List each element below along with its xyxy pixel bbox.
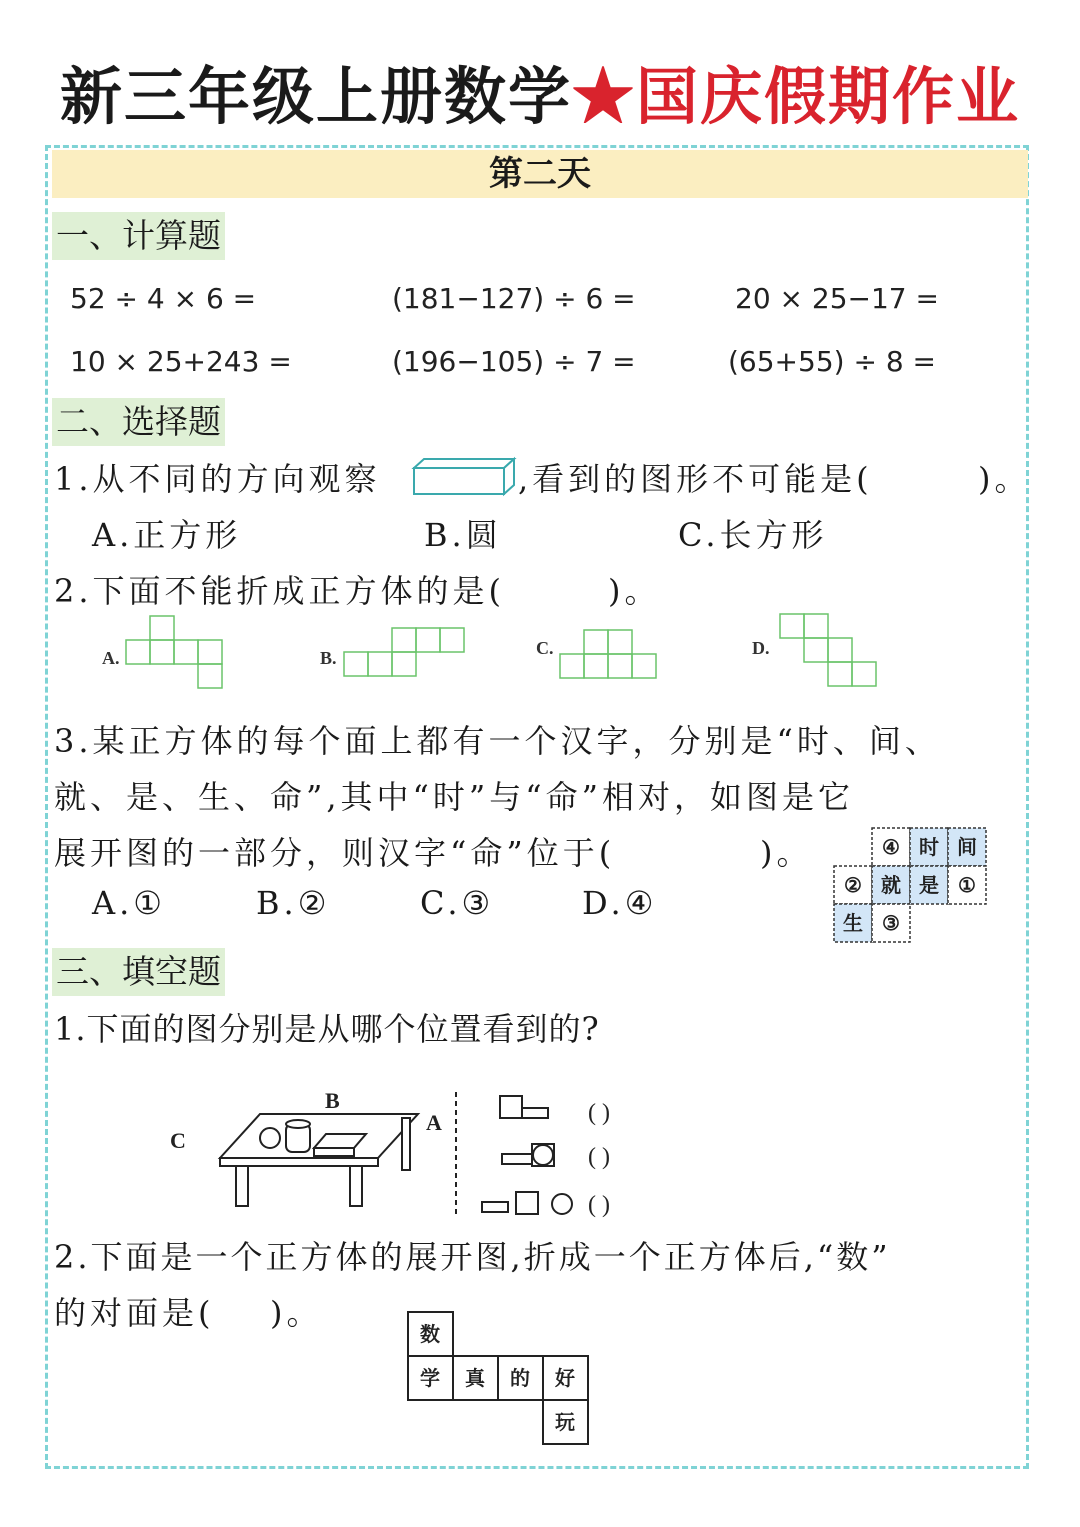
cell-c3: ③ [882, 911, 900, 935]
q3-option-c: C.③ [420, 884, 495, 922]
cell-c4: ④ [882, 835, 900, 859]
paren-3: ( ) [588, 1192, 610, 1218]
cell-c1: ① [958, 873, 976, 897]
paren-2: ( ) [588, 1144, 610, 1170]
calc-problem-6: (65+55) ÷ 8 = [728, 345, 937, 378]
section1-heading: 一、计算题 [52, 212, 225, 260]
q1-option-a: A.正方形 [92, 516, 242, 554]
net-c-label: C. [536, 638, 554, 658]
label-a: A [426, 1110, 442, 1135]
q3-option-d: D.④ [582, 884, 658, 922]
q1-option-b: B.圆 [424, 516, 502, 554]
net-d [748, 610, 888, 700]
fill-q1-text: 1.下面的图分别是从哪个位置看到的? [54, 1010, 600, 1048]
q3-line3: 展开图的一部分，则汉字“命”位于( [54, 834, 616, 872]
q1-text-before: 1.从不同的方向观察 [54, 460, 381, 498]
paren-1: ( ) [588, 1100, 610, 1126]
q3-line2: 就、是、生、命”,其中“时”与“命”相对，如图是它 [54, 778, 854, 816]
q3-option-b: B.② [256, 884, 331, 922]
cube-cell-zhen: 真 [465, 1366, 485, 1390]
cell-jian: 间 [957, 835, 977, 859]
net-a [96, 610, 236, 700]
calc-problem-3: 20 × 25−17 = [735, 282, 939, 315]
calc-problem-4: 10 × 25+243 = [70, 345, 292, 378]
cube-cell-xue: 学 [420, 1366, 440, 1390]
cube-cell-shu: 数 [420, 1322, 440, 1346]
page-title [0, 52, 1080, 142]
fill-q2-line1: 2.下面是一个正方体的展开图,折成一个正方体后,“数” [54, 1238, 891, 1276]
q1-close: )。 [978, 460, 1031, 498]
net-b [316, 610, 476, 700]
label-c: C [170, 1128, 186, 1153]
cube-cell-de: 的 [510, 1366, 530, 1390]
cube-cell-hao: 好 [555, 1366, 575, 1390]
title-part1: 新三年级上册数学 [59, 60, 572, 133]
q3-close: )。 [760, 834, 813, 872]
q3-line1: 3.某正方体的每个面上都有一个汉字，分别是“时、间、 [54, 722, 941, 760]
q1-text-after: ,看到的图形不可能是( [518, 460, 873, 498]
net-c [530, 610, 670, 700]
q2-text: 2.下面不能折成正方体的是( [54, 572, 506, 610]
calc-problem-2: (181−127) ÷ 6 = [392, 282, 636, 315]
cell-sheng: 生 [843, 911, 863, 935]
cell-shi2: 是 [919, 873, 939, 897]
cube-net-figure [406, 1310, 596, 1450]
section3-heading: 三、填空题 [52, 948, 225, 996]
net-a-label: A. [102, 648, 120, 668]
net-b-label: B. [320, 648, 337, 668]
table-view-figure [150, 1078, 670, 1228]
q3-net-figure [832, 826, 992, 950]
star-icon: ★ [571, 60, 636, 133]
q3-option-a: A.① [92, 884, 166, 922]
section2-heading: 二、选择题 [52, 398, 225, 446]
cell-shi: 时 [919, 835, 939, 859]
cube-cell-wan: 玩 [555, 1410, 575, 1434]
calc-problem-5: (196−105) ÷ 7 = [392, 345, 636, 378]
cell-c2: ② [844, 873, 862, 897]
fill-q2-line2: 的对面是( [54, 1294, 215, 1332]
net-d-label: D. [752, 638, 770, 658]
calc-problem-1: 52 ÷ 4 × 6 = [70, 282, 257, 315]
cell-jiu: 就 [881, 873, 901, 897]
label-b: B [325, 1088, 340, 1113]
cuboid-icon [412, 456, 516, 496]
q1-option-c: C.长方形 [678, 516, 828, 554]
day-heading: 第二天 [52, 150, 1028, 198]
title-part2: 国庆假期作业 [636, 60, 1021, 133]
q2-close: )。 [608, 572, 661, 610]
fill-q2-close: )。 [270, 1294, 323, 1332]
